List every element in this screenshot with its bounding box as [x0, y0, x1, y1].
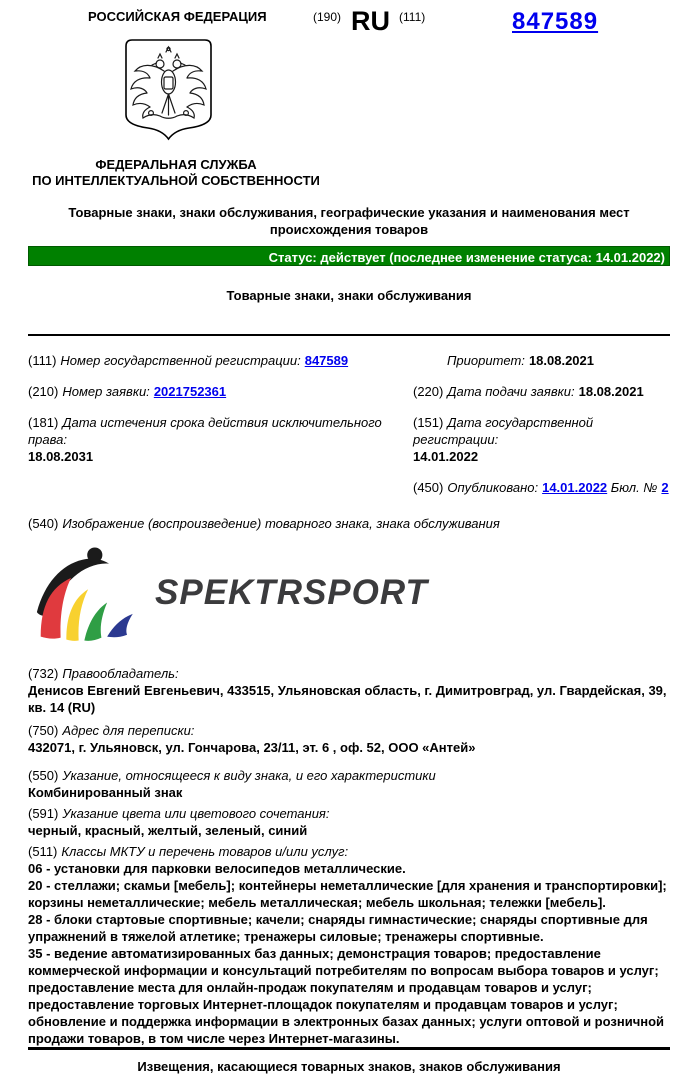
field-code: (750): [28, 723, 59, 738]
field-label: Дата подачи заявки:: [447, 384, 575, 399]
field-code: (210): [28, 384, 59, 399]
nice-class-35: 35 - ведение автоматизированных баз данных; демонстрация товаров; предоставление коммерческой информации и консультаций потребителям по вопросам выбора товаров и услуг; предоставление места для онлайн-продаж покупателям и продавцам товаров и услуг; предоставление торговых Интернет-площадок покупателям и продавцам товаров и услуг; обновление и поддержка информации в электронных базах данных; услуги оптовой и розничной продажи товаров, в том числе через Интернет-магазины.: [28, 946, 665, 1046]
nice-class-06: 06 - установки для парковки велосипедов металлические.: [28, 861, 406, 876]
field-code: (111): [28, 353, 57, 368]
country-code: RU: [351, 6, 390, 36]
russia-coat-of-arms-icon: [122, 37, 215, 144]
logo-head-black: [87, 547, 102, 562]
field-code: (181): [28, 415, 59, 430]
registration-number-link[interactable]: 847589: [512, 8, 599, 35]
field-label: Номер государственной регистрации:: [60, 353, 301, 368]
field-published: [413, 479, 670, 496]
status-bar: Статус: действует (последнее изменение статуса: 14.01.2022): [28, 246, 670, 266]
agency-line1: ФЕДЕРАЛЬНАЯ СЛУЖБА: [95, 157, 257, 172]
field-registration-number: [28, 352, 413, 369]
field-label: Указание цвета или цветового сочетания:: [62, 806, 330, 821]
bulletin-number-link[interactable]: 2: [661, 480, 669, 495]
nice-class-20: 20 - стеллажи; скамьи [мебель]; контейнеры неметаллические [для хранения и транспортировки]; корзины неметаллические; мебель металлическая; мебель школьная; тележки [мебель].: [28, 878, 667, 910]
field-code: (151): [413, 415, 444, 430]
bibliographic-fields: [28, 352, 670, 510]
field-registration-date: [413, 414, 670, 465]
bulletin-label: Бюл. №: [610, 480, 658, 495]
inid-code-111-top: (111): [399, 10, 426, 24]
field-label: Опубликовано:: [447, 480, 539, 495]
agency-line2: ПО ИНТЕЛЛЕКТУАЛЬНОЙ СОБСТВЕННОСТИ: [32, 173, 320, 188]
priority-date-value: 18.08.2021: [528, 353, 595, 368]
field-priority: [413, 352, 670, 369]
registration-date-value: 14.01.2022: [413, 449, 479, 464]
mark-kind-value: Комбинированный знак: [28, 785, 183, 800]
trademark-image: [35, 544, 670, 641]
fields-left-column: [28, 352, 413, 510]
field-label: Номер заявки:: [62, 384, 150, 399]
expiry-date-value: 18.08.2031: [28, 449, 94, 464]
document-category-title: Товарные знаки, знаки обслуживания, географические указания и наименования мест происхождения товаров: [68, 205, 630, 237]
field-code: (732): [28, 666, 59, 681]
field-label: Дата истечения срока действия исключительного права:: [28, 415, 382, 447]
publication-date-link[interactable]: 14.01.2022: [542, 480, 608, 495]
field-nice-classes: [28, 843, 670, 1047]
divider-bottom: [28, 1047, 670, 1050]
field-label: Адрес для переписки:: [62, 723, 195, 738]
field-code: (450): [413, 480, 444, 495]
field-holder: [28, 665, 670, 716]
field-color-claim: [28, 805, 670, 839]
field-code: (550): [28, 768, 59, 783]
registration-number-value-link[interactable]: 847589: [304, 353, 349, 368]
field-code: (511): [28, 844, 58, 859]
field-application-number: [28, 383, 413, 400]
fields-right-column: [413, 352, 670, 510]
field-code: (591): [28, 806, 59, 821]
field-code: (540): [28, 516, 59, 531]
notices-section-title: Извещения, касающиеся товарных знаков, знаков обслуживания: [137, 1059, 561, 1074]
spektrsport-logo-icon: [35, 545, 147, 641]
field-code: (220): [413, 384, 444, 399]
field-mark-kind: [28, 767, 670, 801]
field-label: Указание, относящееся к виду знака, и его характеристики: [62, 768, 436, 783]
field-filing-date: [413, 383, 670, 400]
section-title: Товарные знаки, знаки обслуживания: [226, 288, 472, 303]
field-mark-image: [28, 515, 670, 532]
field-label: Правообладатель:: [62, 666, 179, 681]
country-name: РОССИЙСКАЯ ФЕДЕРАЦИЯ: [88, 9, 267, 24]
holder-value: Денисов Евгений Евгеньевич, 433515, Ульяновская область, г. Димитровград, ул. Гвардейская, 39, кв. 14 (RU): [28, 683, 667, 715]
logo-ribbon-blue: [107, 613, 133, 636]
nice-class-28: 28 - блоки стартовые спортивные; качели; снаряды гимнастические; снаряды спортивные для упражнений в тяжелой атлетике; тренажеры силовые; тренажеры спортивные.: [28, 912, 648, 944]
address-value: 432071, г. Ульяновск, ул. Гончарова, 23/11, эт. 6 , оф. 52, ООО «Антей»: [28, 740, 476, 755]
divider-top: [28, 334, 670, 336]
field-expiry-date: [28, 414, 413, 465]
color-claim-value: черный, красный, желтый, зеленый, синий: [28, 823, 308, 838]
field-label: Дата государственной регистрации:: [413, 415, 594, 447]
logo-ribbon-green: [84, 602, 107, 640]
main-content: [28, 352, 670, 1075]
filing-date-value: 18.08.2021: [578, 384, 644, 399]
field-correspondence-address: [28, 722, 670, 756]
application-number-link[interactable]: 2021752361: [153, 384, 227, 399]
agency-name: [30, 157, 322, 189]
inid-code-190: (190): [313, 10, 342, 24]
field-label: Классы МКТУ и перечень товаров и/или услуг:: [61, 844, 349, 859]
field-label: Приоритет:: [447, 353, 525, 368]
field-label: Изображение (воспроизведение) товарного знака, знака обслуживания: [62, 516, 500, 531]
logo-ribbon-yellow: [66, 589, 88, 641]
logo-text: SPEKTRSPORT: [155, 573, 428, 612]
